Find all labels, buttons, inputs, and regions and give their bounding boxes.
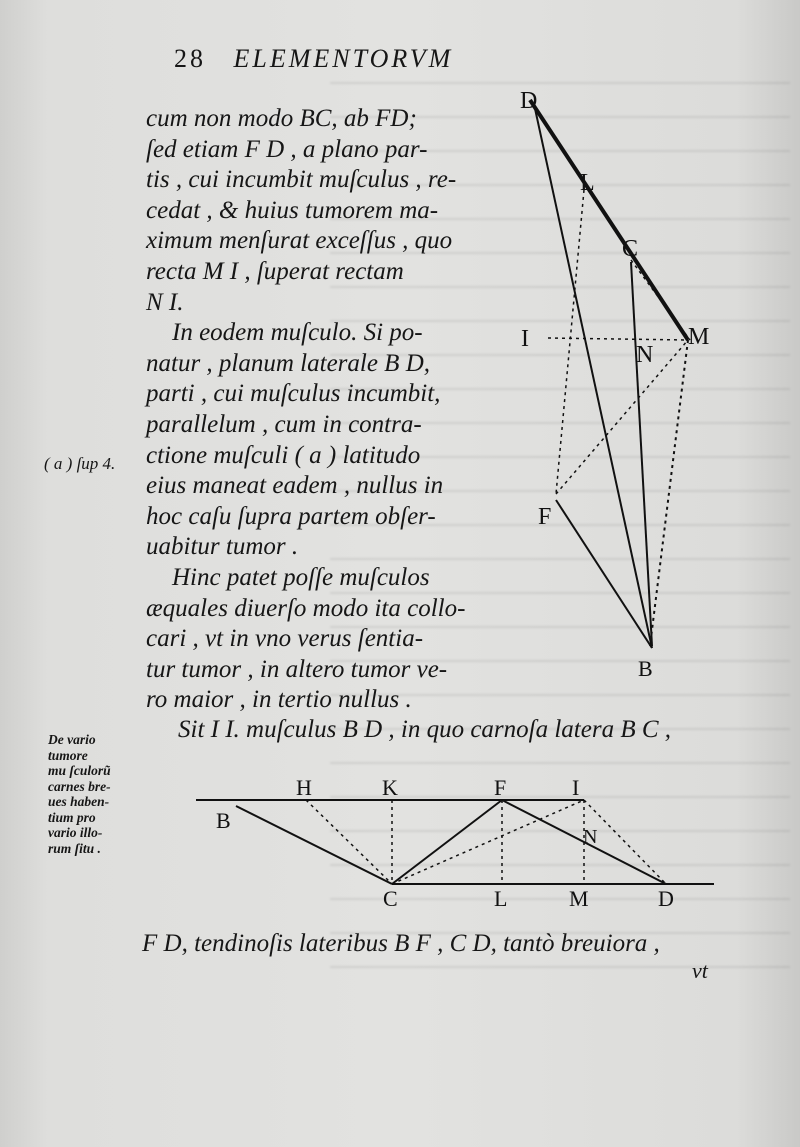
text-line: hoc caſu ſupra partem obſer-: [146, 502, 436, 530]
text-line: In eodem muſculo. Si po-: [172, 319, 423, 347]
text-line: parti , cui muſculus incumbit,: [146, 380, 441, 408]
margin-note-line: carnes bre-: [48, 778, 111, 794]
catchword: vt: [692, 958, 708, 983]
margin-reference: ( a ) ſup 4.: [44, 454, 116, 473]
label-C: C: [383, 886, 398, 911]
text-line: Hinc patet poſſe muſculos: [172, 563, 430, 591]
margin-note-line: mu ſculorũ: [48, 763, 111, 778]
line-CF: [392, 800, 502, 884]
text-line: tur tumor , in altero tumor ve-: [146, 655, 448, 683]
margin-note-line: De vario: [48, 732, 96, 747]
line-HC: [306, 800, 392, 884]
label-C: C: [622, 236, 639, 262]
page-number: 28: [174, 44, 206, 73]
text-line: eius maneat eadem , nullus in: [146, 472, 444, 500]
label-I: I: [521, 326, 529, 352]
label-F: F: [538, 504, 552, 530]
text-line: cedat , & huius tumorem ma-: [146, 196, 439, 224]
text-line: tis , cui incumbit muſculus , re-: [146, 166, 457, 194]
label-M: M: [688, 324, 710, 350]
label-B: B: [216, 808, 231, 833]
label-H: H: [296, 775, 312, 800]
text-line: cum non modo BC, ab FD;: [146, 105, 417, 132]
label-I: I: [572, 775, 580, 800]
label-N: N: [583, 826, 598, 848]
label-K: K: [382, 775, 398, 800]
margin-note-line: tium pro: [48, 809, 96, 825]
label-D: D: [520, 88, 538, 114]
text-line: N I.: [146, 288, 184, 316]
margin-note-line: ues haben-: [48, 794, 110, 809]
text-line: ſed etiam F D , a plano par-: [146, 135, 428, 163]
label-M: M: [569, 886, 589, 911]
text-line: æquales diuerſo modo ita collo-: [146, 594, 466, 622]
label-F: F: [494, 775, 507, 800]
text-line: parallelum , cum in contra-: [146, 410, 422, 438]
label-B: B: [638, 656, 653, 681]
text-line-fd: F D, tendinoſis lateribus B F , C D, tantò breuiora ,: [142, 930, 660, 957]
text-line: natur , planum laterale B D,: [146, 349, 431, 377]
label-L: L: [580, 170, 595, 196]
margin-note-line: tumore: [48, 747, 88, 763]
text-line-sit: Sit I I. muſculus B D , in quo carnoſa latera B C ,: [178, 716, 672, 743]
line-CI: [392, 800, 584, 884]
text-line: ctione muſculi ( a ) latitudo: [146, 441, 421, 469]
text-line: cari , vt in vno verus ſentia-: [146, 625, 424, 653]
label-L: L: [494, 886, 508, 911]
line-BC: [236, 806, 392, 884]
label-D: D: [658, 886, 674, 911]
text-line: recta M I , ſuperat rectam: [146, 257, 404, 285]
text-line: uabitur tumor .: [146, 533, 299, 561]
margin-note-line: vario illo-: [48, 825, 103, 840]
text-line: ro maior , in tertio nullus .: [146, 686, 412, 714]
text-line: ximum menſurat exceſſus , quo: [146, 227, 453, 255]
margin-note-line: rum ſitu .: [48, 840, 101, 856]
label-N: N: [636, 342, 654, 368]
running-title: ELEMENTORVM: [233, 44, 454, 73]
